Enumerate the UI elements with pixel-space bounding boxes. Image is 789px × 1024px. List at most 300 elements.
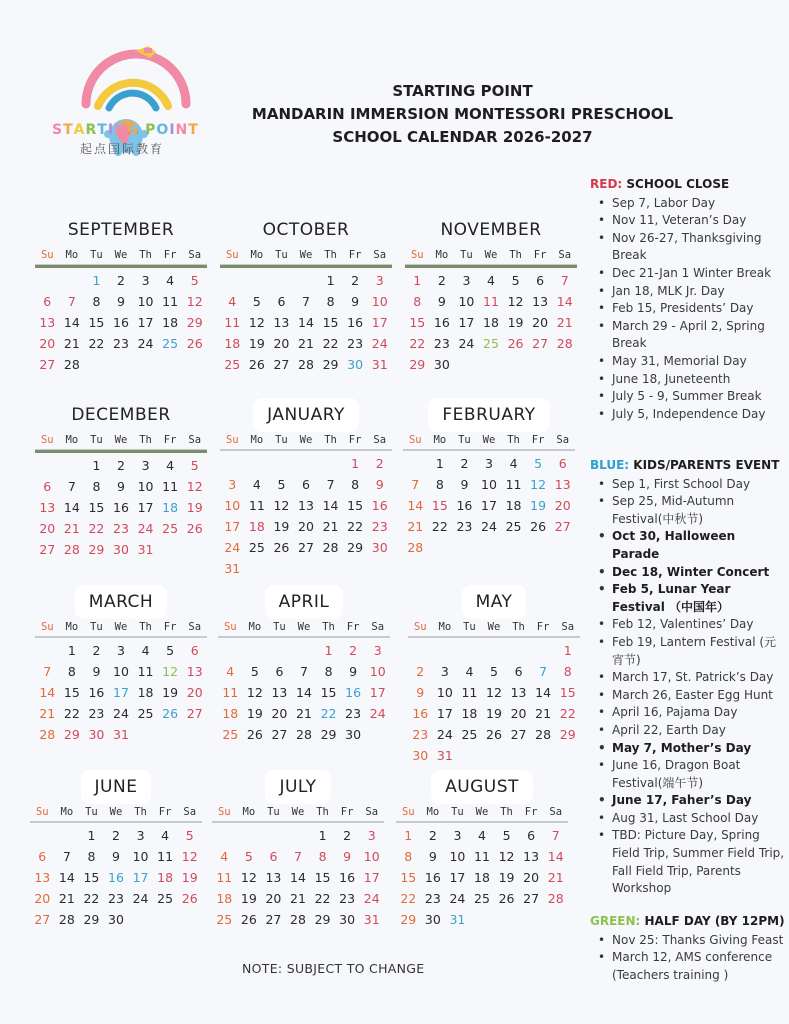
empty-day xyxy=(237,825,262,846)
logo-letter: R xyxy=(85,122,98,138)
calendar-day: 23 xyxy=(371,519,388,534)
calendar-day: 16 xyxy=(113,500,129,515)
calendar-day: 15 xyxy=(400,870,417,885)
days-grid xyxy=(35,640,207,745)
calendar-day: 12 xyxy=(498,849,515,864)
weekday-label: Sa xyxy=(373,434,387,446)
weekday-label: Th xyxy=(134,806,147,818)
calendar-day: 22 xyxy=(559,706,576,721)
calendar-day: 14 xyxy=(322,498,339,513)
calendar-day: 19 xyxy=(273,519,290,534)
weekday-label: Th xyxy=(322,621,335,633)
days-grid xyxy=(408,640,580,766)
weekday-label: Sa xyxy=(373,249,387,261)
legend-item: • Nov 26-27, Thanksgiving Break xyxy=(598,230,786,265)
month-calendar-april xyxy=(218,585,390,745)
calendar-day: 10 xyxy=(369,664,386,679)
weekday-label: Fr xyxy=(524,806,538,818)
days-grid xyxy=(30,825,202,930)
calendar-day: 20 xyxy=(532,315,549,330)
calendar-day: 23 xyxy=(113,521,129,536)
legend-item: • July 5, Independence Day xyxy=(598,406,786,424)
calendar-day: 28 xyxy=(63,542,80,557)
weekday-label: Su xyxy=(40,249,54,261)
month-calendar-may xyxy=(408,585,580,766)
calendar-day: 9 xyxy=(416,685,425,700)
calendar-day: 9 xyxy=(117,294,125,309)
month-calendar-september xyxy=(35,213,207,375)
calendar-day: 30 xyxy=(88,727,105,742)
calendar-day: 29 xyxy=(409,357,426,372)
calendar-day: 1 xyxy=(326,273,335,288)
calendar-day: 29 xyxy=(322,357,339,372)
calendar-day: 3 xyxy=(462,273,471,288)
header-divider xyxy=(35,449,207,453)
calendar-day: 8 xyxy=(92,294,101,309)
calendar-day: 9 xyxy=(343,849,352,864)
calendar-day: 9 xyxy=(428,849,437,864)
calendar-day: 20 xyxy=(186,685,203,700)
calendar-day: 4 xyxy=(478,828,486,843)
days-grid xyxy=(35,270,207,375)
month-title: JULY xyxy=(265,770,330,804)
legend-item: • Dec 18, Winter Concert xyxy=(598,564,786,582)
weekday-label: We xyxy=(475,806,489,818)
calendar-day: 19 xyxy=(162,685,179,700)
calendar-day: 19 xyxy=(530,498,547,513)
calendar-day: 22 xyxy=(322,336,339,351)
logo-letter: T xyxy=(97,122,108,138)
weekday-header xyxy=(35,434,207,449)
calendar-day: 8 xyxy=(435,477,444,492)
calendar-day: 15 xyxy=(322,315,339,330)
calendar-day: 12 xyxy=(248,315,265,330)
calendar-day: 19 xyxy=(246,706,263,721)
calendar-day: 13 xyxy=(273,315,290,330)
calendar-day: 29 xyxy=(314,912,331,927)
legend-item: • Oct 30, Halloween Parade xyxy=(598,528,786,563)
weekday-header xyxy=(220,249,392,264)
header-divider xyxy=(220,264,392,268)
calendar-day: 30 xyxy=(345,727,362,742)
calendar-day: 26 xyxy=(162,706,179,721)
calendar-day: 20 xyxy=(510,706,527,721)
legend-item: • June 17, Faher’s Day xyxy=(598,792,786,810)
calendar-day: 22 xyxy=(88,336,105,351)
weekday-label: Tu xyxy=(90,249,103,261)
calendar-day: 1 xyxy=(351,456,360,471)
legend-red-key: RED: xyxy=(590,177,623,191)
calendar-day: 25 xyxy=(157,891,174,906)
weekday-label: Tu xyxy=(275,434,288,446)
weekday-label: Mo xyxy=(250,434,264,446)
calendar-day: 19 xyxy=(507,315,524,330)
calendar-day: 21 xyxy=(58,891,75,906)
calendar-day: 8 xyxy=(563,664,572,679)
calendar-day: 27 xyxy=(523,891,540,906)
calendar-day: 2 xyxy=(428,828,437,843)
month-calendar-november xyxy=(405,213,577,375)
calendar-day: 23 xyxy=(113,336,129,351)
legend-item: • March 12, AMS conference (Teachers training ) xyxy=(598,949,786,984)
month-calendar-march xyxy=(35,585,207,745)
calendar-day: 13 xyxy=(34,870,51,885)
calendar-day: 30 xyxy=(339,912,356,927)
legend-item: • Feb 5, Lunar Year Festival （中国年） xyxy=(598,581,786,616)
calendar-day: 20 xyxy=(554,498,571,513)
legend-half-day xyxy=(590,913,786,984)
calendar-day: 3 xyxy=(141,458,150,473)
weekday-label: Fr xyxy=(158,806,172,818)
calendar-day: 3 xyxy=(136,828,145,843)
header-divider xyxy=(218,636,390,638)
days-grid xyxy=(220,453,392,579)
calendar-day: 15 xyxy=(314,870,331,885)
weekday-header xyxy=(403,434,575,449)
calendar-day: 22 xyxy=(409,336,426,351)
calendar-day: 24 xyxy=(436,727,453,742)
weekday-label: Sa xyxy=(188,621,202,633)
calendar-day: 27 xyxy=(34,912,51,927)
header-school-name: STARTING POINT xyxy=(392,82,533,100)
calendar-day: 10 xyxy=(363,849,380,864)
calendar-day: 9 xyxy=(112,849,120,864)
calendar-day: 1 xyxy=(324,643,333,658)
logo-letter: T xyxy=(63,122,74,138)
legend-item: • Jan 18, MLK Jr. Day xyxy=(598,283,786,301)
month-title-wrap xyxy=(403,398,575,434)
calendar-day: 27 xyxy=(39,357,56,372)
legend-item: • Dec 21-Jan 1 Winter Break xyxy=(598,265,786,283)
month-title: MARCH xyxy=(75,585,167,619)
calendar-day: 12 xyxy=(181,849,198,864)
calendar-day: 21 xyxy=(296,706,312,721)
empty-day xyxy=(220,270,245,291)
weekday-label: We xyxy=(482,434,496,446)
calendar-day: 18 xyxy=(162,315,179,330)
month-calendar-october xyxy=(220,213,392,375)
calendar-day: 22 xyxy=(314,891,331,906)
calendar-day: 23 xyxy=(108,891,124,906)
calendar-day: 26 xyxy=(498,891,515,906)
month-calendar-july xyxy=(212,770,384,930)
calendar-day: 5 xyxy=(190,458,199,473)
calendar-day: 1 xyxy=(87,828,96,843)
header-divider xyxy=(220,449,392,451)
calendar-day: 13 xyxy=(523,849,540,864)
calendar-day: 17 xyxy=(137,500,154,515)
header-divider xyxy=(408,636,580,638)
calendar-day: 8 xyxy=(324,664,333,679)
calendar-day: 29 xyxy=(63,727,80,742)
calendar-day: 9 xyxy=(351,294,360,309)
weekday-label: Sa xyxy=(556,434,570,446)
calendar-day: 5 xyxy=(190,273,199,288)
legend-item: • Feb 19, Lantern Festival (元宵节) xyxy=(598,634,786,669)
calendar-day: 11 xyxy=(137,664,154,679)
month-title: MAY xyxy=(462,585,527,619)
month-title-wrap xyxy=(396,770,568,806)
calendar-day: 8 xyxy=(413,294,422,309)
empty-day xyxy=(482,640,507,661)
weekday-label: Tu xyxy=(460,249,473,261)
weekday-label: We xyxy=(109,806,123,818)
legend-item: • June 18, Juneteenth xyxy=(598,371,786,389)
calendar-day: 4 xyxy=(166,273,175,288)
calendar-day: 15 xyxy=(320,685,337,700)
legend-item: • TBD: Picture Day, Spring Field Trip, Summer Field Trip, Fall Field Trip, Parents Workshop xyxy=(598,827,786,897)
calendar-day: 14 xyxy=(290,870,306,885)
weekday-label: We xyxy=(291,806,305,818)
page-header xyxy=(250,80,675,149)
legend-blue-title: KIDS/PARENTS EVENT xyxy=(629,458,780,472)
calendar-day: 24 xyxy=(481,519,497,534)
calendar-day: 24 xyxy=(137,521,154,536)
weekday-label: Fr xyxy=(340,806,354,818)
weekday-label: Tu xyxy=(275,249,288,261)
calendar-day: 18 xyxy=(505,498,522,513)
month-title-wrap xyxy=(218,585,390,621)
legend-green-heading xyxy=(590,913,786,931)
month-calendar-june xyxy=(30,770,202,930)
month-title-wrap xyxy=(220,398,392,434)
calendar-day: 1 xyxy=(413,273,422,288)
calendar-day: 8 xyxy=(326,294,335,309)
empty-day xyxy=(531,640,556,661)
calendar-day: 2 xyxy=(351,273,360,288)
calendar-day: 25 xyxy=(248,540,265,555)
calendar-day: 11 xyxy=(222,685,239,700)
calendar-day: 16 xyxy=(339,870,356,885)
calendar-day: 1 xyxy=(404,828,413,843)
header-divider xyxy=(35,636,207,638)
calendar-day: 17 xyxy=(458,315,475,330)
calendar-day: 5 xyxy=(511,273,520,288)
legend-red-list xyxy=(590,195,786,424)
weekday-label: Fr xyxy=(536,621,550,633)
calendar-day: 27 xyxy=(510,727,527,742)
weekday-label: We xyxy=(484,249,498,261)
month-calendar-february xyxy=(403,398,575,558)
calendar-day: 27 xyxy=(298,540,314,555)
empty-day xyxy=(35,640,60,661)
legend-item: • May 31, Memorial Day xyxy=(598,353,786,371)
calendar-day: 8 xyxy=(67,664,76,679)
weekday-label: Mo xyxy=(65,249,79,261)
calendar-day: 6 xyxy=(514,664,523,679)
calendar-day: 7 xyxy=(551,828,560,843)
legend-item: • Aug 31, Last School Day xyxy=(598,810,786,828)
days-grid xyxy=(396,825,568,930)
weekday-label: Tu xyxy=(90,621,103,633)
weekday-label: Su xyxy=(217,806,231,818)
calendar-day: 15 xyxy=(88,500,105,515)
calendar-day: 5 xyxy=(502,828,511,843)
weekday-label: Th xyxy=(507,434,520,446)
calendar-day: 20 xyxy=(39,521,56,536)
logo-letter: N xyxy=(114,122,127,138)
month-title-wrap xyxy=(212,770,384,806)
legend-blue-heading xyxy=(590,457,786,475)
empty-day xyxy=(294,453,319,474)
calendar-day: 20 xyxy=(39,336,56,351)
calendar-day: 28 xyxy=(547,891,564,906)
calendar-day: 24 xyxy=(458,336,475,351)
logo-letter: G xyxy=(126,122,140,138)
empty-day xyxy=(261,825,286,846)
calendar-day: 13 xyxy=(186,664,203,679)
calendar-day: 28 xyxy=(296,727,312,742)
empty-day xyxy=(245,453,270,474)
calendar-day: 12 xyxy=(486,685,502,700)
calendar-day: 5 xyxy=(534,456,543,471)
legend-item: • Sep 25, Mid-Autumn Festival(中秋节) xyxy=(598,493,786,528)
calendar-day: 14 xyxy=(63,315,80,330)
calendar-day: 1 xyxy=(92,458,101,473)
calendar-day: 31 xyxy=(371,357,388,372)
calendar-day: 25 xyxy=(474,891,490,906)
calendar-day: 31 xyxy=(449,912,466,927)
weekday-label: Su xyxy=(413,621,427,633)
empty-day xyxy=(286,825,311,846)
days-grid xyxy=(220,270,392,375)
weekday-label: Su xyxy=(410,249,424,261)
logo-wordmark xyxy=(52,122,199,138)
weekday-header xyxy=(408,621,580,636)
legend-red-title: SCHOOL CLOSE xyxy=(622,177,730,191)
weekday-label: Mo xyxy=(60,806,74,818)
calendar-day: 27 xyxy=(532,336,549,351)
weekday-label: Mo xyxy=(242,806,256,818)
logo-letter: A xyxy=(73,122,86,138)
calendar-day: 12 xyxy=(507,294,524,309)
calendar-day: 28 xyxy=(322,540,339,555)
calendar-day: 28 xyxy=(290,912,306,927)
calendar-day: 6 xyxy=(302,477,310,492)
logo-letter: T xyxy=(188,122,199,138)
calendar-day: 16 xyxy=(412,706,429,721)
weekday-label: We xyxy=(299,434,313,446)
calendar-day: 15 xyxy=(431,498,448,513)
calendar-day: 31 xyxy=(224,561,241,576)
weekday-label: Su xyxy=(35,806,49,818)
legend-item: • July 5 - 9, Summer Break xyxy=(598,388,786,406)
calendar-day: 29 xyxy=(320,727,337,742)
calendar-day: 2 xyxy=(112,828,120,843)
calendar-day: 10 xyxy=(137,479,154,494)
calendar-day: 22 xyxy=(347,519,364,534)
empty-day xyxy=(243,640,268,661)
calendar-day: 20 xyxy=(265,891,282,906)
calendar-day: 7 xyxy=(67,294,76,309)
weekday-label: Tu xyxy=(90,434,103,446)
calendar-day: 7 xyxy=(560,273,569,288)
calendar-day: 12 xyxy=(186,479,203,494)
calendar-day: 2 xyxy=(416,664,425,679)
weekday-label: Sa xyxy=(558,249,572,261)
calendar-day: 21 xyxy=(556,315,573,330)
days-grid xyxy=(405,270,577,375)
month-title-wrap xyxy=(405,213,577,249)
calendar-day: 14 xyxy=(58,870,75,885)
weekday-label: Th xyxy=(139,249,152,261)
calendar-day: 27 xyxy=(554,519,571,534)
calendar-day: 2 xyxy=(460,456,469,471)
calendar-day: 18 xyxy=(157,870,174,885)
calendar-day: 30 xyxy=(347,357,364,372)
calendar-day: 3 xyxy=(141,273,150,288)
weekday-label: Sa xyxy=(188,434,202,446)
calendar-day: 7 xyxy=(300,664,308,679)
calendar-day: 18 xyxy=(248,519,265,534)
weekday-label: Su xyxy=(225,249,239,261)
logo-letter: N xyxy=(175,122,189,138)
calendar-day: 3 xyxy=(440,664,449,679)
calendar-day: 1 xyxy=(92,273,101,288)
weekday-label: We xyxy=(299,249,313,261)
calendar-day: 21 xyxy=(290,891,306,906)
calendar-day: 17 xyxy=(363,870,380,885)
weekday-label: Fr xyxy=(531,434,545,446)
calendar-day: 1 xyxy=(318,828,327,843)
calendar-day: 16 xyxy=(88,685,105,700)
calendar-day: 6 xyxy=(38,849,47,864)
calendar-day: 24 xyxy=(363,891,380,906)
month-title-wrap xyxy=(220,213,392,249)
weekday-label: Th xyxy=(324,249,337,261)
calendar-day: 16 xyxy=(108,870,124,885)
calendar-day: 29 xyxy=(186,315,203,330)
calendar-day: 30 xyxy=(108,912,124,927)
calendar-day: 26 xyxy=(507,336,524,351)
calendar-day: 28 xyxy=(39,727,56,742)
calendar-day: 7 xyxy=(67,479,76,494)
calendar-day: 1 xyxy=(435,456,444,471)
calendar-day: 16 xyxy=(347,315,364,330)
calendar-day: 24 xyxy=(113,706,129,721)
calendar-day: 6 xyxy=(536,273,545,288)
weekday-label: We xyxy=(114,249,128,261)
weekday-label: Tu xyxy=(85,806,98,818)
calendar-day: 8 xyxy=(87,849,96,864)
weekday-label: Su xyxy=(408,434,422,446)
calendar-day: 5 xyxy=(244,849,253,864)
calendar-day: 14 xyxy=(556,294,573,309)
weekday-header xyxy=(35,249,207,264)
weekday-label: Fr xyxy=(163,621,177,633)
header-school-type: MANDARIN IMMERSION MONTESSORI PRESCHOOL xyxy=(251,105,674,123)
weekday-label: Mo xyxy=(250,249,264,261)
weekday-label: Su xyxy=(40,434,54,446)
weekday-header xyxy=(218,621,390,636)
subject-to-change-note: NOTE: SUBJECT TO CHANGE xyxy=(242,961,425,976)
calendar-day: 18 xyxy=(224,336,241,351)
weekday-header xyxy=(396,806,568,821)
calendar-day: 6 xyxy=(527,828,536,843)
empty-day xyxy=(267,640,292,661)
empty-day xyxy=(408,640,433,661)
calendar-day: 19 xyxy=(186,500,203,515)
weekday-label: Sa xyxy=(365,806,379,818)
calendar-day: 2 xyxy=(375,456,384,471)
calendar-day: 23 xyxy=(347,336,364,351)
calendar-day: 10 xyxy=(436,685,453,700)
calendar-day: 21 xyxy=(39,706,56,721)
calendar-day: 17 xyxy=(113,685,129,700)
legend-green-title: HALF DAY (BY 12PM) xyxy=(640,914,785,928)
weekday-label: Sa xyxy=(549,806,563,818)
calendar-day: 12 xyxy=(162,664,179,679)
